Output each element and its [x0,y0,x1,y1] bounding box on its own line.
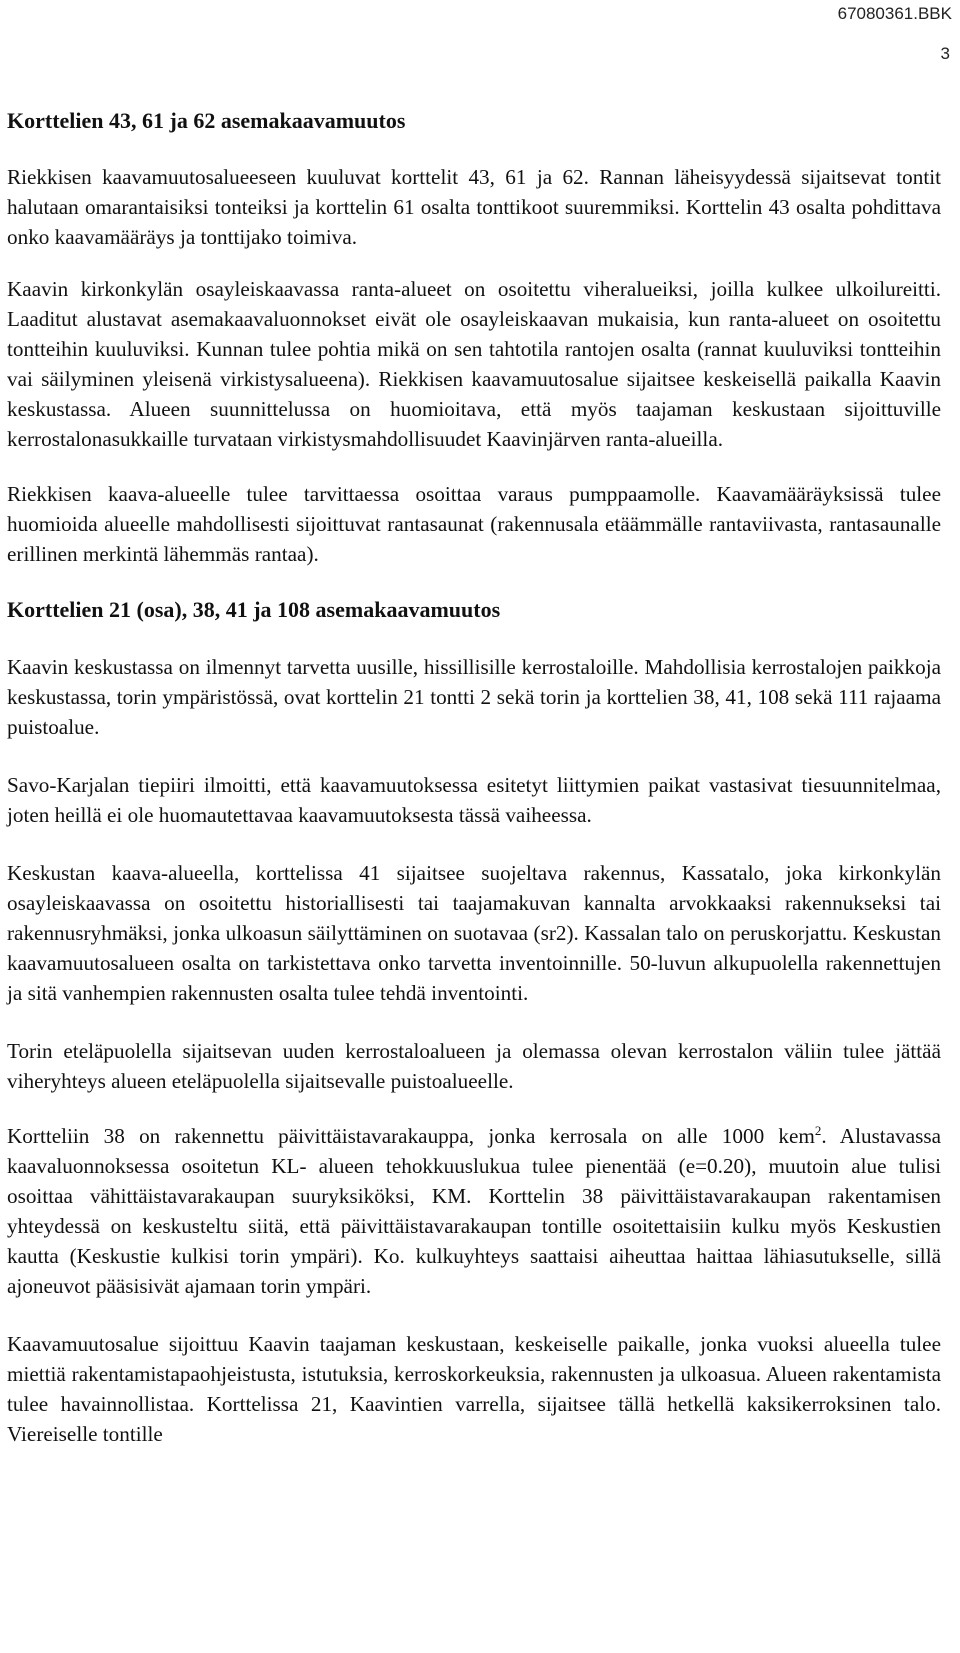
paragraph-text: Kortteliin 38 on rakennettu päivittäistavarakauppa, jonka kerrosala on alle 1000 kem [7,1124,815,1148]
section-heading-korttelit-43-61-62: Korttelien 43, 61 ja 62 asemakaavamuutos [7,108,406,133]
paragraph: Kaavin kirkonkylän osayleiskaavassa ranta-alueet on osoitettu viheralueiksi, joilla kulkee ulkoilureitti. Laaditut alustavat asemakaavaluonnokset eivät ole osayleiskaavan mukaisia, kun ranta-alueet on osoitettu tontteihin kuuluviksi. Kunnan tulee pohtia mikä on sen tahtotila rantojen osalta (rannat kuuluviksi tontteihin vai säilyminen yleisenä virkistysalueena). Riekkisen kaavamuutosalue sijaitsee keskeisellä paikalla Kaavin keskustassa. Alueen suunnittelussa on huomioitava, että myös taajaman keskustaan sijoittuville kerrostalonasukkaille turvataan virkistysmahdollisuudet Kaavinjärven ranta-alueilla. [7,277,941,451]
paragraph: Keskustan kaava-alueella, korttelissa 41 sijaitsee suojeltava rakennus, Kassatalo, joka kirkonkylän osayleiskaavassa on osoitettu historiallisesti tai taajamakuvan kannalta arvokkaaksi rakennukseksi tai rakennusryhmäksi, jonka ulkoasun säilyttäminen on suotavaa (sr2). Kassalan talo on peruskorjattu. Keskustan kaavamuutosalueen osalta on tarkistettava onko tarvetta inventoinnille. 50-luvun alkupuolella rakennettujen ja sitä vanhempien rakennusten osalta tulee tehdä inventointi. [7,861,941,1005]
paragraph-text: . Alustavassa kaavaluonnoksessa osoitetun KL- alueen tehokkuuslukua tulee pienentää (e=0.20), muutoin alue tulisi osoittaa vähittäistavarakaupan suuryksiköksi, KM. Korttelin 38 päivittäistavarakaupan rakentamisen yhteydessä on keskusteltu siitä, että päivittäistavarakaupan tontille osoitettaisiin kulku myös Keskustien kautta (Keskustie kulkisi torin ympäri). Ko. kulkuyhteys saattaisi aiheuttaa haittaa lähiasutukselle, sillä ajoneuvot pääsisivät ajamaan torin ympäri. [7,1124,941,1298]
document-body [7,106,941,1477]
paragraph: Riekkisen kaava-alueelle tulee tarvittaessa osoittaa varaus pumppaamolle. Kaavamääräyksissä tulee huomioida alueelle mahdollisesti sijoittuvat rantasaunat (rakennusala etäämmälle rantaviivasta, rantasaunalle erillinen merkintä lähemmäs rantaa). [7,482,941,566]
paragraph [7,1121,941,1301]
paragraph: Kaavin keskustassa on ilmennyt tarvetta uusille, hissillisille kerrostaloille. Mahdollisia kerrostalojen paikkoja keskustassa, torin ympäristössä, ovat korttelin 21 tontti 2 sekä torin ja korttelien 38, 41, 108 sekä 111 rajaama puistoalue. [7,655,941,739]
paragraph: Kaavamuutosalue sijoittuu Kaavin taajaman keskustaan, keskeiselle paikalle, jonka vuoksi alueella tulee miettiä rakentamistapaohjeistusta, istutuksia, kerroskorkeuksia, rakennusten ja ulkoasua. Alueen rakentamista tulee havainnollistaa. Korttelissa 21, Kaavintien varrella, sijaitsee tällä hetkellä kaksikerroksinen talo. Viereiselle tontille [7,1332,941,1446]
section-heading-korttelit-21-38-41-108: Korttelien 21 (osa), 38, 41 ja 108 asemakaavamuutos [7,597,501,622]
superscript: 2 [814,1122,822,1138]
paragraph: Torin eteläpuolella sijaitsevan uuden kerrostaloalueen ja olemassa olevan kerrostalon väliin tulee jättää viheryhteys alueen eteläpuolella sijaitsevalle puistoalueelle. [7,1039,941,1093]
page-number: 3 [940,44,950,63]
document-id: 67080361.BBK [837,4,952,23]
paragraph: Riekkisen kaavamuutosalueeseen kuuluvat korttelit 43, 61 ja 62. Rannan läheisyydessä sijaitsevat tontit halutaan omarantaisiksi tonteiksi ja korttelin 61 osalta tonttikoot suuremmiksi. Korttelin 43 osalta pohdittava onko kaavamääräys ja tonttijako toimiva. [7,165,941,249]
paragraph: Savo-Karjalan tiepiiri ilmoitti, että kaavamuutoksessa esitetyt liittymien paikat vastasivat tiesuunnitelmaa, joten heillä ei ole huomautettavaa kaavamuutoksesta tässä vaiheessa. [7,773,941,827]
